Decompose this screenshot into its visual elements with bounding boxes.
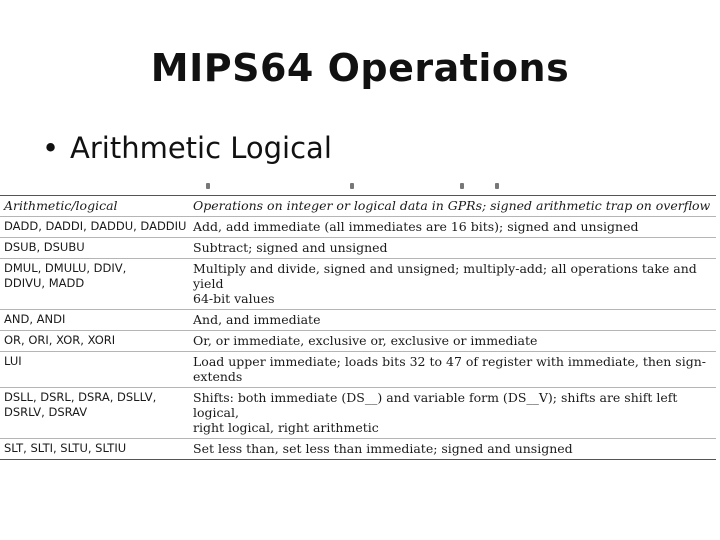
- instruction-cell: DADD, DADDI, DADDU, DADDIU: [4, 219, 187, 233]
- table-row: [0, 309, 716, 330]
- instruction-cell: OR, ORI, XOR, XORI: [4, 333, 116, 347]
- instruction-cell: LUI: [4, 354, 22, 368]
- instruction-cell: DMUL, DMULU, DDIV, DDIVU, MADD: [4, 261, 127, 290]
- table-row: [0, 438, 716, 459]
- slide-title: MIPS64 Operations: [150, 46, 570, 90]
- instruction-cell: DSLL, DSRL, DSRA, DSLLV, DSRLV, DSRAV: [4, 390, 157, 419]
- bullet-dot-icon: •: [42, 131, 60, 165]
- bullet-text: Arithmetic Logical: [70, 131, 332, 165]
- table-header-row: [0, 196, 716, 216]
- description-cell: Load upper immediate; loads bits 32 to 47 of register with immediate, then sign-extends: [193, 354, 707, 384]
- description-cell: Set less than, set less than immediate; signed and unsigned: [193, 441, 573, 456]
- table-row: [0, 351, 716, 387]
- instruction-cell: AND, ANDI: [4, 312, 66, 326]
- header-instruction-cell: Arithmetic/logical: [4, 198, 118, 213]
- table-row: [0, 387, 716, 438]
- description-cell: Add, add immediate (all immediates are 16 bits); signed and unsigned: [193, 219, 639, 234]
- bullet-item: [42, 128, 332, 168]
- instruction-cell: DSUB, DSUBU: [4, 240, 85, 254]
- description-cell: Shifts: both immediate (DS__) and variable form (DS__V); shifts are shift left logical, right logical, right arithmetic: [193, 390, 678, 435]
- cropped-text-remnant: [160, 183, 520, 193]
- description-cell: Multiply and divide, signed and unsigned; multiply-add; all operations take and yield 64-bit values: [193, 261, 697, 306]
- description-cell: Subtract; signed and unsigned: [193, 240, 388, 255]
- table-row: [0, 258, 716, 309]
- description-cell: And, and immediate: [193, 312, 321, 327]
- table-row: [0, 237, 716, 258]
- instruction-cell: SLT, SLTI, SLTU, SLTIU: [4, 441, 127, 455]
- header-description-cell: Operations on integer or logical data in GPRs; signed arithmetic trap on overflow: [193, 198, 711, 213]
- operations-table: [0, 195, 716, 460]
- table-row: [0, 216, 716, 237]
- table-row: [0, 330, 716, 351]
- description-cell: Or, or immediate, exclusive or, exclusive or immediate: [193, 333, 538, 348]
